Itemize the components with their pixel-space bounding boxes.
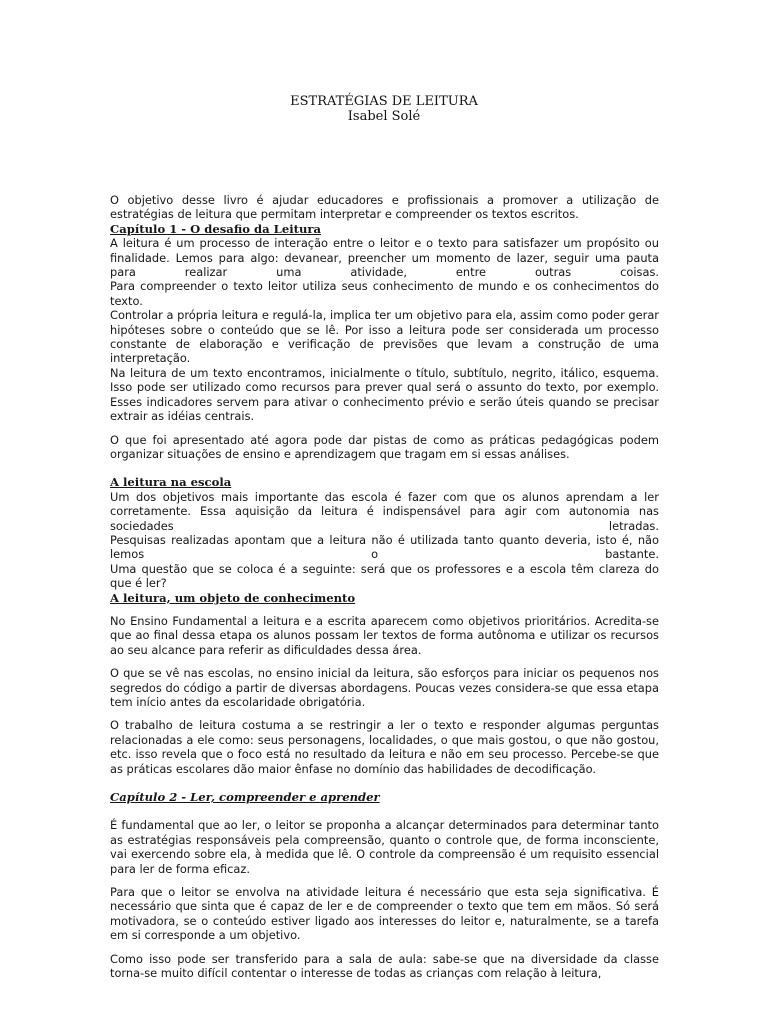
intro-paragraph: O objetivo desse livro é ajudar educadores e profissionais a promover a utilização de estratégias de leitura que permitam interpretar e compreender os textos escritos.: [110, 193, 659, 222]
chapter-2-heading: Capítulo 2 - Ler, compreender e aprender: [110, 790, 380, 805]
paragraph: Pesquisas realizadas apontam que a leitura não é utilizada tanto quanto deveria, isto é, não lemos o bastante.: [110, 532, 659, 562]
paragraph: É fundamental que ao ler, o leitor se proponha a alcançar determinados para determinar tanto as estratégias responsáveis pela compreensão, quanto o controle que, de forma inconsciente, vai exercendo sobre ela, à medida que lê. O controle da compreensão é um requisito essencial para ler de forma eficaz.: [110, 818, 659, 876]
paragraph: Para que o leitor se envolva na atividade leitura é necessário que esta seja significativa. É necessário que sinta que é capaz de ler e de compreender o texto que tem em mãos. Só será motivadora, se o conteúdo estiver ligado aos interesses do leitor e, naturalmente, se a tarefa em si corresponde a um objetivo.: [110, 885, 659, 943]
paragraph: Esses indicadores servem para ativar o conhecimento prévio e serão úteis quando se precisar extrair as idéias centrais.: [110, 394, 659, 424]
paragraph: Uma questão que se coloca é a seguinte: será que os professores e a escola têm clareza do que é ler?: [110, 561, 659, 591]
paragraph: Controlar a própria leitura e regulá-la, implica ter um objetivo para ela, assim como poder gerar hipóteses sobre o conteúdo que se lê. Por isso a leitura pode ser considerada um processo constante de elaboração e verificação de previsões que levam a construção de uma interpretação.: [110, 308, 659, 366]
paragraph: O trabalho de leitura costuma a se restringir a ler o texto e responder algumas perguntas relacionadas a ele como: seus personagens, localidades, o que mais gostou, o que não gostou, etc. isso revela que o foco está no resultado da leitura e não em seu processo. Percebe-se que as práticas escolares dão maior ênfase no domínio das habilidades de decodificação.: [110, 718, 659, 776]
paragraph: Para compreender o texto leitor utiliza seus conhecimento de mundo e os conhecimentos do texto.: [110, 279, 659, 308]
document-author: Isabel Solé: [347, 109, 421, 124]
paragraph: Na leitura de um texto encontramos, inicialmente o título, subtítulo, negrito, itálico, esquema. Isso pode ser utilizado como recursos para prever qual será o assunto do texto, por exemplo.: [110, 365, 659, 395]
paragraph: O que foi apresentado até agora pode dar pistas de como as práticas pedagógicas podem organizar situações de ensino e aprendizagem que tragam em si essas análises.: [110, 432, 659, 461]
document-title: ESTRATÉGIAS DE LEITURA: [290, 94, 478, 109]
section-heading-objeto-de-conhecimento: A leitura, um objeto de conhecimento: [110, 590, 356, 605]
paragraph: No Ensino Fundamental a leitura e a escrita aparecem como objetivos prioritários. Acredita-se que ao final dessa etapa os alunos possam ler textos de forma autônoma e utilizar os recursos ao seu alcance para referir as dificuldades dessa área.: [110, 613, 659, 657]
chapter-1-heading: Capítulo 1 - O desafio da Leitura: [110, 221, 322, 236]
section-heading-leitura-na-escola: A leitura na escola: [110, 475, 232, 490]
paragraph: Como isso pode ser transferido para a sala de aula: sabe-se que na diversidade da classe torna-se muito difícil contentar o interesse de todas as crianças com relação à leitura,: [110, 951, 659, 981]
title-block: [0, 94, 768, 124]
paragraph: Um dos objetivos mais importante das escola é fazer com que os alunos aprendam a ler corretamente. Essa aquisição da leitura é indispensável para agir com autonomia nas sociedades letradas.: [110, 489, 659, 533]
paragraph: O que se vê nas escolas, no ensino inicial da leitura, são esforços para iniciar os pequenos nos segredos do código a partir de diversas abordagens. Poucas vezes considera-se que essa etapa tem início antes da escolaridade obrigatória.: [110, 666, 659, 709]
document-body: [110, 193, 659, 981]
paragraph: A leitura é um processo de interação entre o leitor e o texto para satisfazer um propósito ou finalidade. Lemos para algo: devanear, preencher um momento de lazer, seguir uma pauta para realizar uma atividade, entre outras coisas.: [110, 236, 659, 280]
